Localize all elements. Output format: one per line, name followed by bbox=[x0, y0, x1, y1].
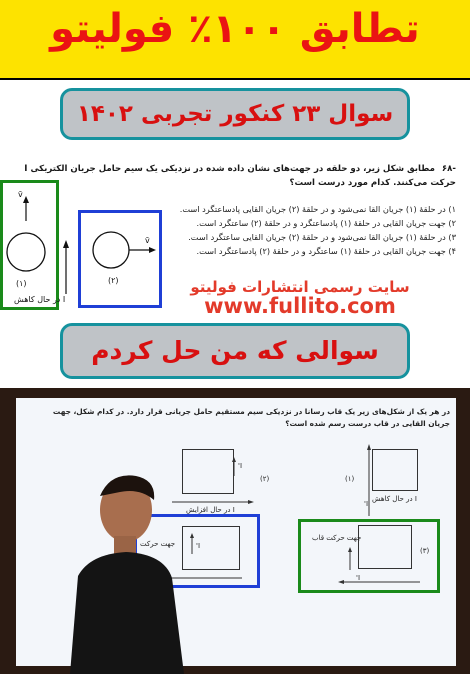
solved-question-pill bbox=[60, 323, 410, 379]
board-decreasing-label: I در حال کاهش bbox=[372, 495, 417, 503]
question-number: -۶۸ bbox=[441, 164, 456, 174]
option-2: ۲) جهت جریان القایی در حلقهٔ (۱) پادساعتگرد و در حلقهٔ (۲) ساعتگرد است. bbox=[196, 218, 456, 228]
loop2-number: (۲) bbox=[108, 276, 119, 285]
board-number-3: (۳) bbox=[420, 547, 430, 555]
loop2-diagram bbox=[78, 210, 162, 308]
publisher-site-url[interactable]: www.fullito.com bbox=[204, 294, 396, 318]
loop1-number: (۱) bbox=[16, 279, 27, 288]
board-diagram-3 bbox=[355, 440, 435, 520]
answer-options bbox=[156, 202, 456, 258]
board-move-label-2: جهت حرکت bbox=[140, 540, 176, 548]
question-stem: مطابق شکل زیر، دو حلقه در جهت‌های نشان داده شده در نزدیکی یک سیم حامل جریان الکتریکی I حرکت می‌کنند. کدام مورد درست است؟ bbox=[24, 164, 456, 188]
option-1: ۱) در حلقهٔ (۱) جریان القا نمی‌شود و در حلقهٔ (۲) جریان القایی پادساعتگرد است. bbox=[179, 204, 456, 214]
board-question-text: در هر یک از شکل‌های زیر یک قاب رسانا در نزدیکی سیم مستقیم حامل جریانی قرار دارد. در کدام شکل، جهت جریان القایی در قاب درست رسم شده است؟ bbox=[52, 407, 450, 428]
question-source-pill bbox=[60, 88, 410, 140]
board-ip-1: I' bbox=[238, 462, 243, 470]
banner-title: تطابق ۱۰۰٪ فولیتو bbox=[50, 6, 420, 52]
loop2-velocity-label: v̄ bbox=[145, 236, 150, 245]
publisher-site-label: سایت رسمی انتشارات فولیتو bbox=[190, 278, 410, 296]
question-source-text: سوال ۲۳ کنکور تجربی ۱۴۰۲ bbox=[76, 101, 394, 127]
board-ip-2: I' bbox=[196, 542, 201, 550]
solved-question-text: سوالی که من حل کردم bbox=[91, 336, 379, 365]
loop1-velocity-label: v̄ bbox=[18, 190, 23, 199]
question-text-block bbox=[16, 162, 456, 190]
board-increasing-label: I در حال افزایش bbox=[186, 506, 235, 514]
option-4: ۴) جهت جریان القایی در حلقهٔ (۱) ساعتگرد و در حلقهٔ (۲) پادساعتگرد است. bbox=[196, 246, 456, 256]
wire-current-label: I در حال کاهش bbox=[14, 295, 66, 304]
instructor-figure bbox=[60, 466, 190, 674]
board-number-1: (۱) bbox=[345, 475, 355, 483]
board-diagram-4 bbox=[300, 520, 440, 594]
board-ip-3: I' bbox=[364, 500, 369, 508]
option-3: ۳) در حلقهٔ (۱) جریان القا نمی‌شود و در حلقهٔ (۲) جریان القایی ساعتگرد است. bbox=[188, 232, 456, 242]
board-number-2: (۲) bbox=[260, 475, 270, 483]
board-move-label-4: جهت حرکت قاب bbox=[312, 534, 362, 542]
top-banner bbox=[0, 0, 470, 80]
board-ip-4: I' bbox=[356, 574, 361, 582]
